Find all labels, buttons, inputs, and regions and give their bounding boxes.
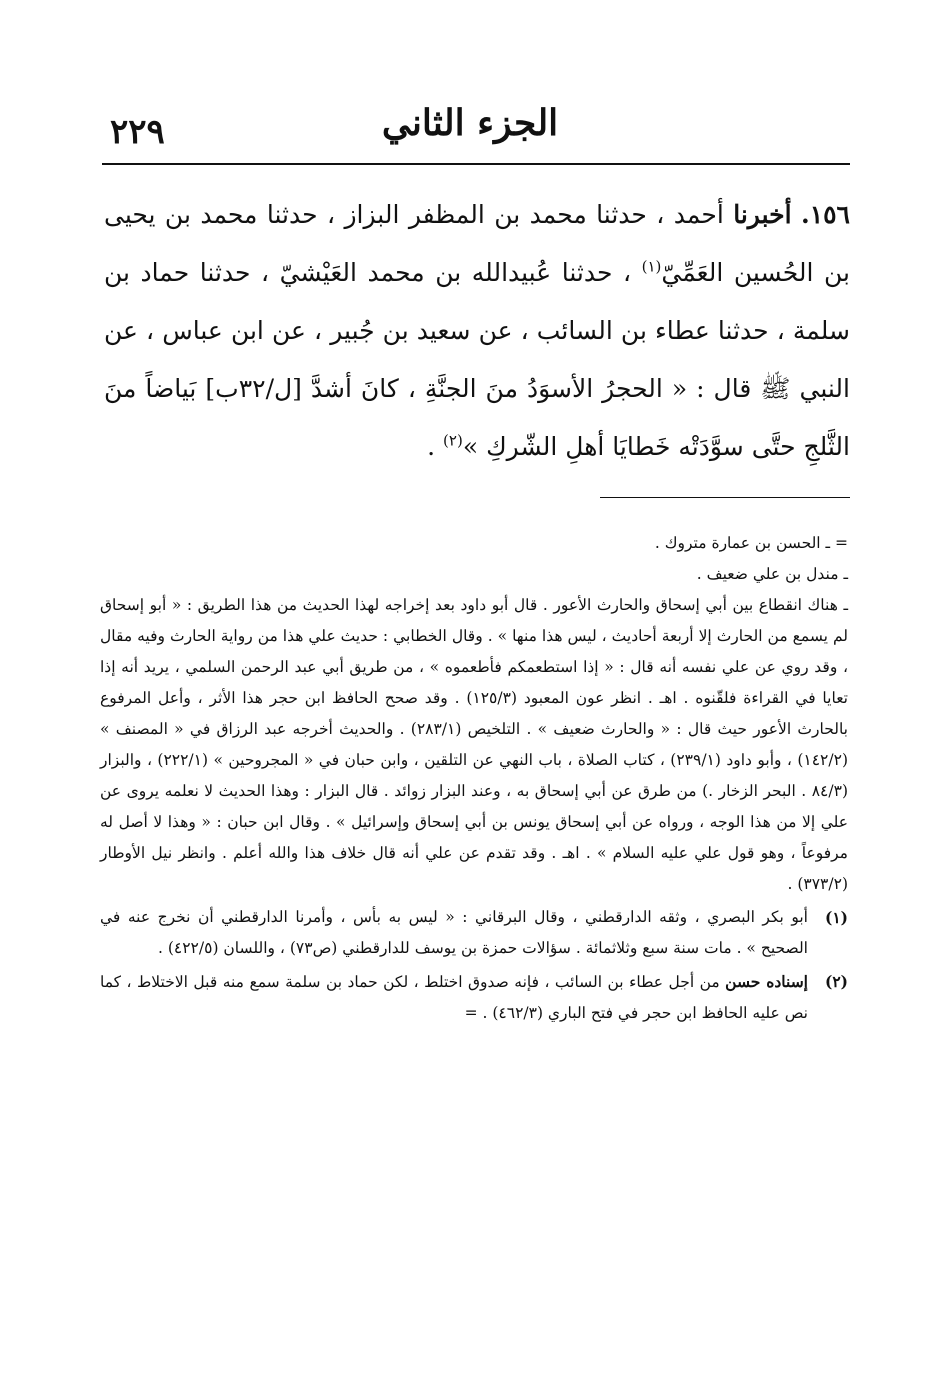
header-rule <box>102 163 850 165</box>
footnote-ref-2: (٢) <box>443 431 463 450</box>
footnotes <box>100 528 848 1029</box>
footnote-2-bold: إسناده حسن <box>725 972 808 991</box>
continued-note-2: ـ مندل بن علي ضعيف . <box>696 565 848 583</box>
footnote-1-text: أبو بكر البصري ، وثقه الدارقطني ، وقال البرقاني : « ليس به بأس ، وأمرنا الدارقطني أن نخرج عنه في الصحيح » . مات سنة سبع وثلاثمائة . سؤالات حمزة بن يوسف للدارقطني (ص٧٣) ، واللسان (٤٢٢/٥) . <box>100 908 808 957</box>
footnote-rule <box>600 497 850 498</box>
page-number: ٢٢٩ <box>110 112 165 152</box>
footnote-1 <box>100 902 848 964</box>
hadith-text <box>104 186 850 476</box>
footnote-1-marker: (١) <box>824 908 848 927</box>
continued-note-1: = ـ الحسن بن عمارة متروك . <box>654 534 848 552</box>
footnote-2-body <box>100 966 808 1029</box>
hadith-number: ١٥٦. <box>800 200 850 229</box>
continued-note-3: ـ هناك انقطاع بين أبي إسحاق والحارث الأعور . قال أبو داود بعد إخراجه لهذا الحديث من هذا الطريق : « أبو إسحاق لم يسمع من الحارث إلا أربعة أحاديث ، ليس هذا منها » . وقال الخطابي : حديث علي هذا من رواية الحارث وفيه مقال ، وقد روي عن علي نفسه أنه قال : « إذا استطعمكم فأطعموه » ، من طريق أبي عبد الرحمن السلمي ، يريد أنه إذا تعايا في القراءة فلقّنوه . اهـ . انظر عون المعبود (١٢٥/٣) . وقد صحح الحافظ ابن حجر هذا الأثر ، وأعل المرفوع بالحارث الأعور حيث قال : « والحارث ضعيف » . التلخيص (٢٨٣/١) . والحديث أخرجه عبد الرزاق في « المصنف » (١٤٢/٢) ، وأبو داود (٢٣٩/١) ، كتاب الصلاة ، باب النهي عن التلقين ، وابن حبان في « المجروحين » (٢٢٢/١) ، والبزار (٨٤/٣ . البحر الزخار .) من طرق عن أبي إسحاق به ، وعند البزار زوائد . قال البزار : وهذا الحديث لا نعلمه يروى عن علي إلا من هذا الوجه ، ورواه عن أبي إسحاق يونس بن أبي إسحاق وإسرائيل » . وقال ابن حبان : « وهذا لا أصل له مرفوعاً ، وهو قول علي عليه السلام » . اهـ . وقد تقدم عن علي أنه قال خلاف هذا والله أعلم . وانظر نيل الأوطار (٣٧٣/٢) . <box>100 596 848 893</box>
running-head: الجزء الثاني <box>381 102 559 144</box>
hadith-text-part-3: . <box>427 432 444 461</box>
hadith-lead: أخبرنا <box>733 200 792 229</box>
footnote-2-text: من أجل عطاء بن السائب ، فإنه صدوق اختلط ، لكن حماد بن سلمة سمع منه قبل الاختلاط ، كما نص عليه الحافظ ابن حجر في فتح الباري (٤٦٢/٣) . = <box>100 973 808 1022</box>
footnote-2 <box>100 966 848 1029</box>
footnote-2-marker: (٢) <box>824 972 848 991</box>
footnote-ref-1: (١) <box>641 257 662 276</box>
hadith-text-part-1: أحمد ، حدثنا محمد بن المظفر البزاز ، حدثنا محمد بن يحيى بن الحُسين العَمِّيّ <box>104 200 851 287</box>
hadith-text-part-2: ، حدثنا عُبيدالله بن محمد العَيْشيّ ، حدثنا حماد بن سلمة ، حدثنا عطاء بن السائب ، عن سعيد بن جُبير ، عن ابن عباس ، عن النبي ﷺ قال : « الحجرُ الأسوَدُ منَ الجنَّةِ ، كانَ أشدَّ [ل/٣٢ب] بَياضاً منَ الثَّلجِ حتَّى سوَّدَتْه خَطايَا أهلِ الشّركِ » <box>104 258 850 461</box>
